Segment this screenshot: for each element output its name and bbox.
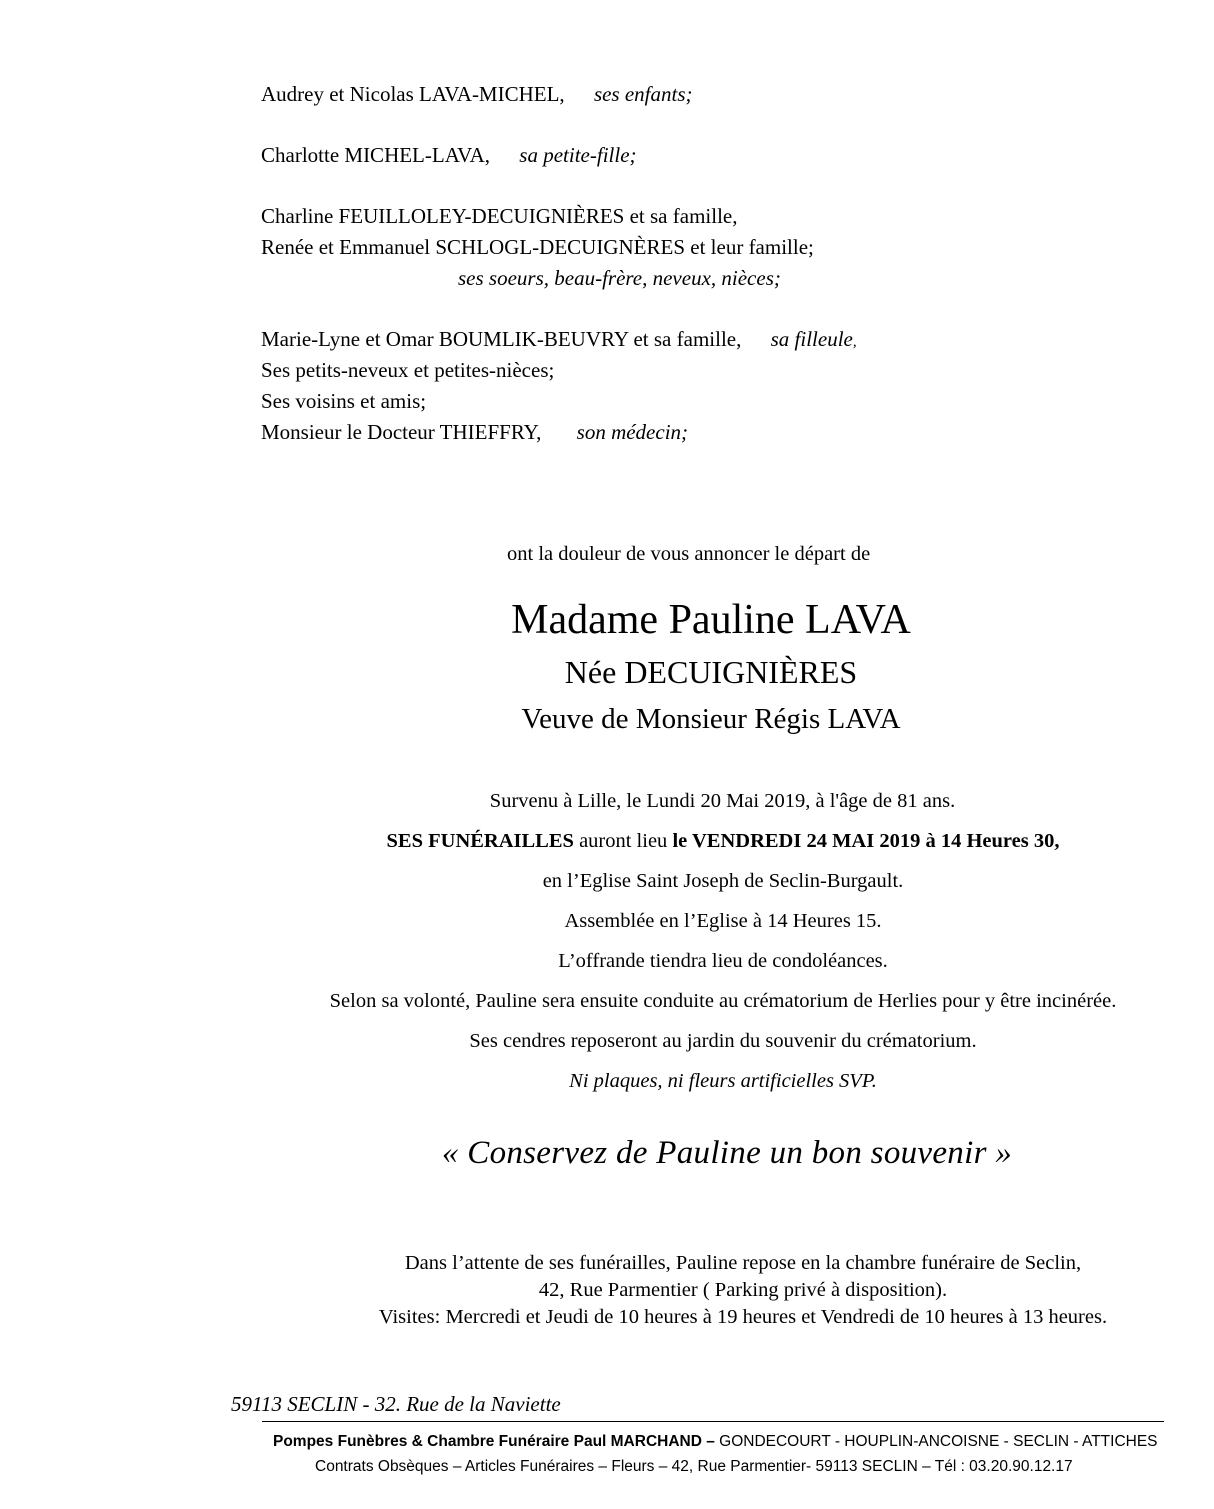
maiden-name: Née DECUIGNIÈRES	[564, 654, 858, 690]
goddaughter-role-punct: ,	[852, 334, 857, 350]
no-plaques-note: Ni plaques, ni fleurs artificielles SVP.	[569, 1070, 877, 1092]
cremation-details: Selon sa volonté, Pauline sera ensuite conduite au crématorium de Herlies pour y être incinérée.	[329, 990, 1117, 1012]
funeral-datetime: le VENDREDI 24 MAI 2019 à 14 Heures 30,	[672, 830, 1060, 852]
assembly-details: Assemblée en l’Eglise à 14 Heures 15.	[564, 910, 882, 932]
footer-company: Pompes Funèbres & Chambre Funéraire Paul MARCHAND –	[273, 1433, 715, 1450]
funeral-mid: auront lieu	[573, 830, 673, 852]
rest-line-2: 42, Rue Parmentier ( Parking privé à disposition).	[538, 1279, 948, 1301]
footer-divider	[262, 1421, 1164, 1422]
widow-of: Veuve de Monsieur Régis LAVA	[521, 703, 901, 735]
goddaughter-names: Marie-Lyne et Omar BOUMLIK-BEUVRY et sa famille,	[261, 327, 742, 351]
death-details: Survenu à Lille, le Lundi 20 Mai 2019, à l'âge de 81 ans.	[489, 790, 956, 812]
goddaughter-role: sa filleule	[770, 327, 853, 351]
church-details: en l’Eglise Saint Joseph de Seclin-Burgault.	[542, 870, 904, 892]
ashes-details: Ses cendres reposeront au jardin du souvenir du crématorium.	[469, 1030, 977, 1052]
footer-services-line: Contrats Obsèques – Articles Funéraires – Fleurs – 42, Rue Parmentier- 59113 SECLIN – Tél : 03.20.90.12.17	[315, 1458, 1073, 1475]
memorial-quote: « Conservez de Pauline un bon souvenir »	[441, 1135, 1013, 1171]
others-line-2: Ses voisins et amis;	[261, 389, 427, 413]
funeral-details	[0, 830, 1214, 853]
footer-towns: GONDECOURT - HOUPLIN-ANCOISNE - SECLIN - ATTICHES	[714, 1433, 1158, 1450]
granddaughter-role: sa petite-fille;	[519, 143, 637, 167]
family-doctor-line	[261, 420, 688, 445]
siblings-line-2: Renée et Emmanuel SCHLOGL-DECUIGNÈRES et leur famille;	[261, 235, 814, 259]
family-goddaughter-line	[261, 327, 857, 352]
granddaughter-names: Charlotte MICHEL-LAVA,	[261, 143, 491, 167]
doctor-role: son médecin;	[576, 420, 689, 444]
siblings-role: ses soeurs, beau-frère, neveux, nièces;	[458, 266, 781, 290]
announcement-intro: ont la douleur de vous annoncer le départ de	[507, 543, 871, 565]
children-names: Audrey et Nicolas LAVA-MICHEL,	[261, 82, 565, 106]
funeral-heading: SES FUNÉRAILLES	[386, 830, 574, 852]
offering-details: L’offrande tiendra lieu de condoléances.	[558, 950, 888, 972]
footer-company-line	[273, 1433, 1158, 1451]
rest-line-1: Dans l’attente de ses funérailles, Pauline repose en la chambre funéraire de Seclin,	[404, 1252, 1082, 1274]
doctor-names: Monsieur le Docteur THIEFFRY,	[261, 420, 542, 444]
children-role: ses enfants;	[593, 82, 693, 106]
address-line: 59113 SECLIN - 32. Rue de la Naviette	[231, 1392, 561, 1416]
deceased-name: Madame Pauline LAVA	[511, 597, 911, 643]
siblings-line-1: Charline FEUILLOLEY-DECUIGNIÈRES et sa famille,	[261, 204, 738, 228]
family-children-line	[261, 82, 693, 107]
visiting-hours: Visites: Mercredi et Jeudi de 10 heures à 19 heures et Vendredi de 10 heures à 13 heures.	[378, 1306, 1108, 1328]
others-line-1: Ses petits-neveux et petites-nièces;	[261, 358, 555, 382]
family-granddaughter-line	[261, 143, 637, 168]
